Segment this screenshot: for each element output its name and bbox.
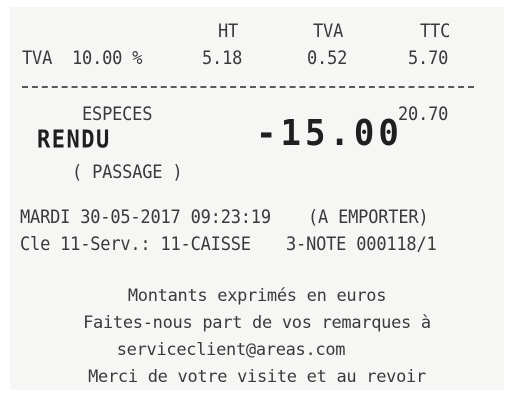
change-value: -15.00 [256,112,403,155]
transaction-mode: (A EMPORTER) [308,206,429,229]
footer-line-thanks: Merci de votre visite et au revoir [88,367,426,387]
change-label: RENDU [37,125,111,155]
payment-method: ESPECES [82,103,153,126]
header-ttc: TTC [420,20,451,43]
dashed-separator [22,86,474,88]
footer-line-currency: Montants exprimés en euros [127,286,387,306]
payment-amount: 20.70 [398,103,449,126]
tax-ttc-value: 5.70 [408,47,449,70]
footer-line-email: serviceclient@areas.com [116,340,346,360]
receipt-paper [10,7,504,390]
passage-note: ( PASSAGE ) [72,161,183,184]
tax-ht-value: 5.18 [202,47,243,70]
footer-line-feedback: Faites-nous part de vos remarques à [83,313,431,333]
transaction-cle: Cle 11-Serv.: 11-CAISSE [20,233,251,256]
transaction-datetime: MARDI 30-05-2017 09:23:19 [20,206,271,229]
tax-rate: 10.00 % [72,47,143,70]
header-ht: HT [218,20,239,43]
header-tva: TVA [313,20,344,43]
tax-label: TVA [22,47,53,70]
tax-tva-value: 0.52 [307,47,348,70]
transaction-note-number: 3-NOTE 000118/1 [286,233,437,256]
